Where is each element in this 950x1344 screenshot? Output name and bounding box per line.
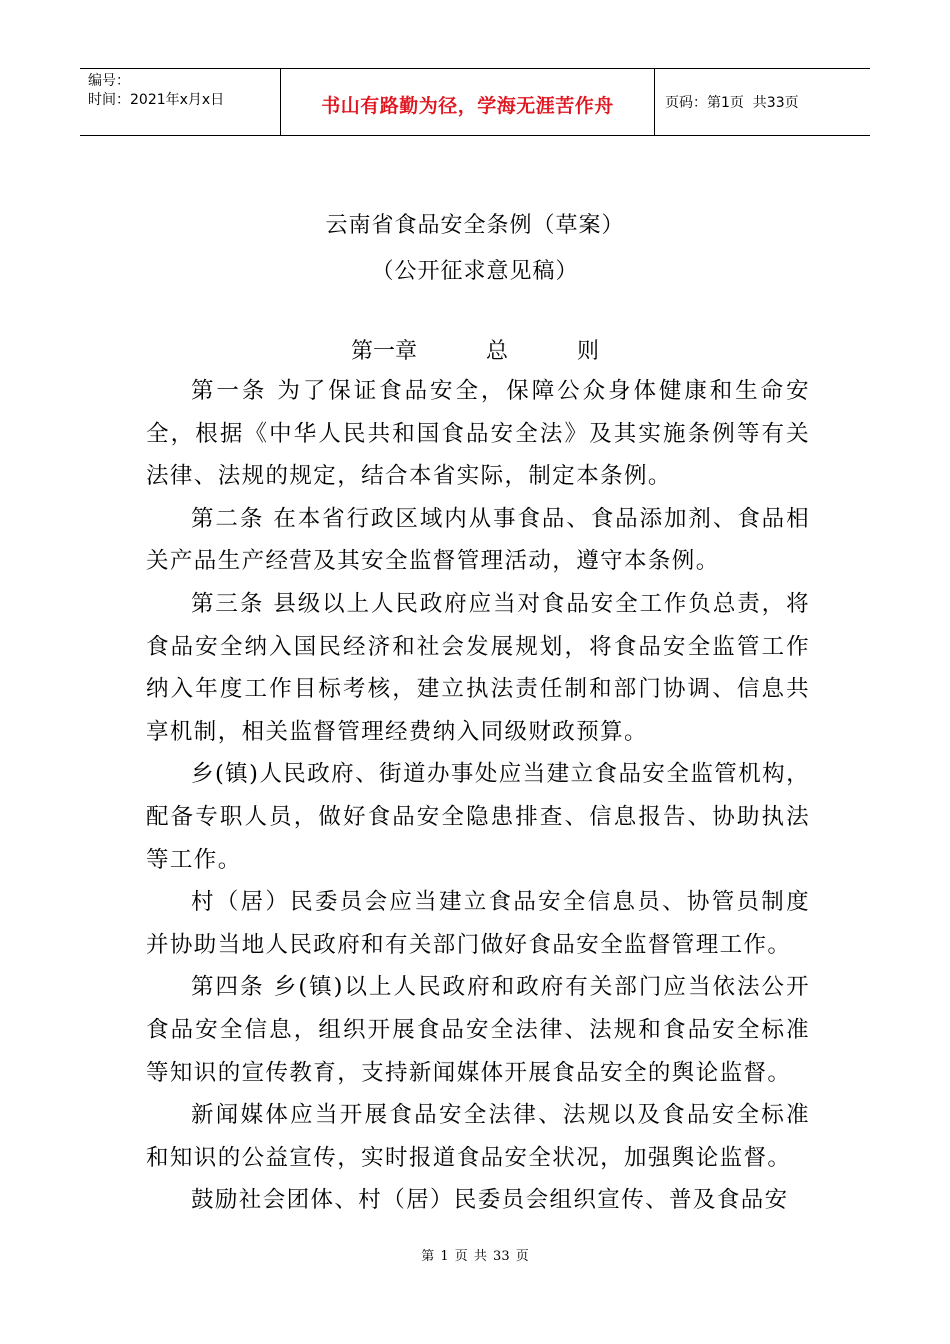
page-info: 页码：第1页 共33页 xyxy=(665,95,799,111)
chapter-heading: 第一章 总 则 xyxy=(351,339,599,364)
header-meta-cell xyxy=(80,69,281,135)
header-page-cell xyxy=(655,69,870,135)
document-subtitle: （公开征求意见稿） xyxy=(371,259,579,284)
date-label: 时间：2021年x月x日 xyxy=(88,92,225,108)
document-body xyxy=(146,370,810,1222)
page-footer: 第 1 页 共 33 页 xyxy=(421,1249,529,1264)
paragraph: 村（居）民委员会应当建立食品安全信息员、协管员制度并协助当地人民政府和有关部门做好食品安全监督管理工作。 xyxy=(146,889,810,958)
paragraph: 第一条 为了保证食品安全，保障公众身体健康和生命安全，根据《中华人民共和国食品安全法》及其实施条例等有关法律、法规的规定，结合本省实际，制定本条例。 xyxy=(146,378,810,490)
paragraph: 第四条 乡(镇)以上人民政府和政府有关部门应当依法公开食品安全信息，组织开展食品安全法律、法规和食品安全标准等知识的宣传教育，支持新闻媒体开展食品安全的舆论监督。 xyxy=(146,974,810,1086)
paragraph: 鼓励社会团体、村（居）民委员会组织宣传、普及食品安 xyxy=(191,1187,789,1214)
motto-text: 书山有路勤为径，学海无涯苦作舟 xyxy=(321,94,614,117)
document-title: 云南省食品安全条例（草案） xyxy=(325,213,625,238)
code-label: 编号： xyxy=(88,73,130,89)
paragraph: 第三条 县级以上人民政府应当对食品安全工作负总责，将食品安全纳入国民经济和社会发展规划，将食品安全监管工作纳入年度工作目标考核，建立执法责任制和部门协调、信息共享机制，相关监督管理经费纳入同级财政预算。 xyxy=(146,590,810,745)
paragraph: 乡(镇)人民政府、街道办事处应当建立食品安全监管机构，配备专职人员，做好食品安全隐患排查、信息报告、协助执法等工作。 xyxy=(146,761,810,873)
paragraph: 新闻媒体应当开展食品安全法律、法规以及食品安全标准和知识的公益宣传，实时报道食品安全状况，加强舆论监督。 xyxy=(146,1102,810,1171)
document-header xyxy=(80,68,870,136)
header-motto-cell xyxy=(281,69,655,135)
paragraph: 第二条 在本省行政区域内从事食品、食品添加剂、食品相关产品生产经营及其安全监督管理活动，遵守本条例。 xyxy=(146,505,810,575)
